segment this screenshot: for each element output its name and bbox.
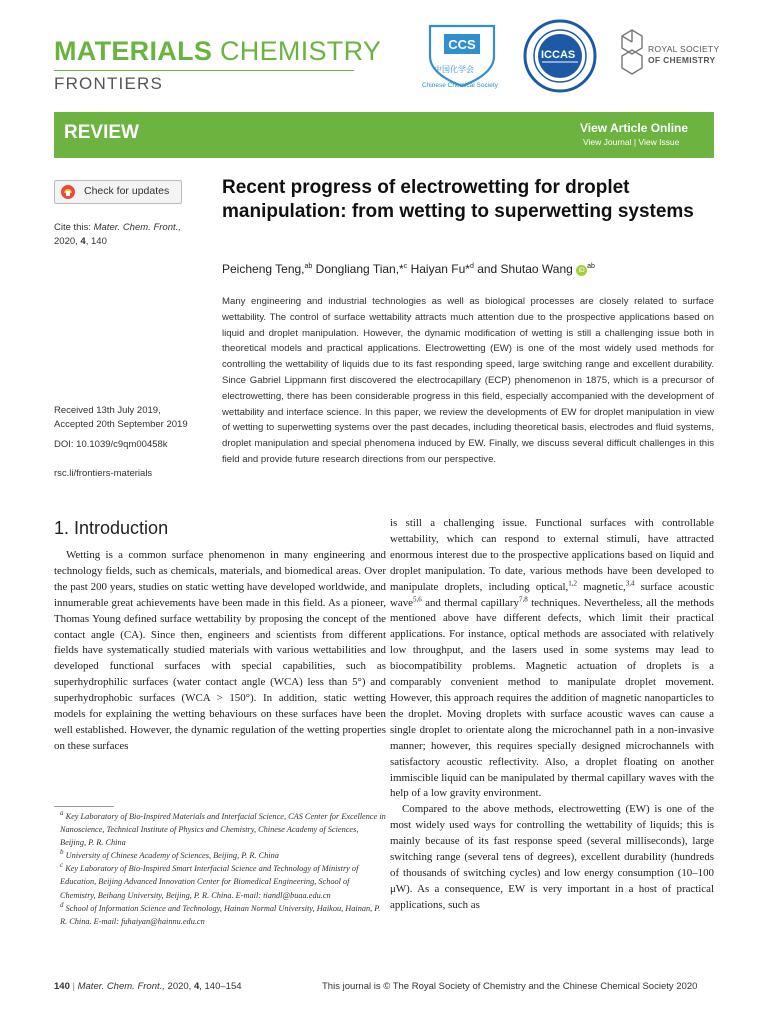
page-footer-left [54, 981, 242, 992]
reference-link[interactable]: 7,8 [518, 594, 528, 603]
footnote [54, 862, 386, 901]
author-name: and Shutao Wang [477, 262, 573, 276]
author-name: Haiyan Fu* [410, 262, 470, 276]
page-number: 140 [54, 981, 70, 992]
footer-separator: | [72, 981, 75, 992]
journal-title-rule [54, 70, 354, 71]
author-affiliation: c [403, 263, 408, 270]
footnote-mark: a [60, 809, 64, 818]
footnote-mark: c [60, 861, 64, 870]
view-journal-issue-links[interactable]: View Journal | View Issue [583, 137, 680, 147]
journal-name-bold: MATERIALS [54, 36, 213, 66]
affiliation-footnotes [54, 810, 386, 928]
check-updates-icon [60, 184, 76, 205]
footnote-text: Key Laboratory of Bio-Inspired Smart Interfacial Science and Technology of Ministry of Education, Beijing Advanced Innovation Center for Biomedical Engineering, School of Chemistry, Beihang University, Beijing, P. R. China. E-mail: tiandl@buaa.edu.cn [60, 864, 359, 900]
footnote-mark: b [60, 848, 64, 857]
reference-link[interactable]: 5,6 [412, 594, 422, 603]
journal-name-light: CHEMISTRY [220, 36, 382, 66]
footnote [54, 902, 386, 928]
footnote-text: University of Chinese Academy of Sciences, Beijing, P. R. China [65, 851, 279, 861]
article-title: Recent progress of electrowetting for droplet manipulation: from wetting to superwetting systems [222, 177, 694, 222]
footer-journal: Mater. Chem. Front., [77, 981, 165, 992]
view-article-online-link[interactable]: View Article Online [580, 121, 689, 135]
reference-link[interactable]: 1,2 [568, 579, 577, 587]
body-paragraph: Compared to the above methods, electrowetting (EW) is one of the most widely used ways for controlling the wettability of liquids; this is mainly because of its fast response speed (several milliseconds), large switching range (several tens of degrees), excellent durability (hundreds of thousands of switching cycles) and low energy consumption (10–100 μW). As a consequence, EW is very important in a host of practical applications, such as [390, 803, 714, 911]
journal-title [54, 36, 381, 67]
body-column-right [390, 516, 714, 914]
footnote [54, 810, 386, 849]
footer-volume: 4 [193, 981, 200, 992]
body-paragraph [390, 516, 714, 802]
abstract: Many engineering and industrial technologies as well as biological processes are closely related to surface wettability. The control of surface wettability attracts much attention due to the prospective applications based on liquid and droplet manipulation. However, the dynamic modification of wetting is still a challenging issue both in theoretical models and practical applications. Electrowetting (EW) is one of the most widely used methods for controlling the wettability of liquids due to its fast responding speed, large switching range and excellent durability. Since Gabriel Lippmann first discovered the electrocapillary (ECP) phenomenon in 1875, which is a precursor of electrowetting, there has been considerable progress in this field, especially accompanied with the development of wettability and interface science. In this paper, we review the developments of EW for droplet manipulation in view of wetting to superwetting systems over the past decades, including theoretical basis, electrodes and fluid systems, droplet manipulation and special phenomena induced by EW. Finally, we discuss several difficult challenges in this field and provide future research directions from our perspective. [222, 296, 714, 465]
accepted-date: Accepted 20th September 2019 [54, 418, 188, 430]
footnote-rule [54, 806, 114, 807]
text-run: surface acoustic wave [390, 580, 714, 609]
check-for-updates-label: Check for updates [84, 185, 170, 197]
orcid-icon[interactable]: iD [576, 265, 587, 276]
cite-year: 2020, [54, 236, 81, 247]
footnote-text: Key Laboratory of Bio-Inspired Materials and Interfacial Science, CAS Center for Excellence in Nanoscience, Technical Institute of Physics and Chemistry, Chinese Academy of Sciences, Beijing, P. R. China [60, 812, 386, 848]
author-affiliation: ab [304, 263, 313, 270]
footnote-text: School of Information Science and Technology, Hainan Normal University, Haikou, Hainan, P. R. China. E-mail: fuhaiyan@hainnu.edu.cn [60, 903, 381, 926]
article-type-label: REVIEW [64, 122, 139, 143]
cite-journal: Mater. Chem. Front., [93, 222, 181, 233]
author-affiliation: ab [587, 263, 595, 270]
footer-pages: , 140–154 [199, 981, 242, 992]
doi-link[interactable]: DOI: 10.1039/c9qm00458k [54, 439, 168, 450]
rsc-line2: OF CHEMISTRY [648, 55, 716, 65]
rsc-line1: ROYAL SOCIETY [648, 44, 720, 54]
reference-link[interactable]: 3,4 [625, 579, 635, 587]
section-heading: 1. Introduction [54, 518, 169, 538]
author-list [222, 262, 595, 276]
ccs-caption: 中国化学会 [434, 65, 474, 74]
copyright-notice: This journal is © The Royal Society of Chemistry and the Chinese Chemical Society 2020 [322, 981, 698, 992]
received-date: Received 13th July 2019, [54, 405, 161, 416]
ccs-caption-en: Chinese Chemical Society [422, 82, 498, 89]
journal-url-link[interactable]: rsc.li/frontiers-materials [54, 468, 153, 479]
author-affiliation: d [469, 263, 474, 270]
author-name: Peicheng Teng, [222, 262, 305, 276]
text-run: magnetic, [576, 580, 626, 593]
author-name: Dongliang Tian,* [315, 262, 404, 276]
text-run: and thermal capillary [421, 596, 519, 609]
citation-info [54, 221, 204, 249]
svg-text:CCS: CCS [448, 37, 476, 52]
text-run: techniques. Nevertheless, all the methods mentioned above have different defects, which limit their practical applications. For instance, optical methods are associated with relatively low throughput, and the lasers used in some systems may lead to biocompatibility problems. Magnetic actuation of droplets is a comparably convenient method to manipulate droplet movement. However, this approach requires the addition of magnetic nanoparticles to the droplet. Moving droplets with surface acoustic waves can cause a single droplet to orientate along the microchannel path in a non-invasive manner; however, this requires specially designed microchannels with satisfactory acoustic reflectivity. Also, a droplet floating on another immiscible liquid can be manipulated by thermal capillary waves with the help of a low gravity environment. [390, 596, 714, 800]
iccas-text: ICCAS [541, 49, 576, 61]
footnote-mark: d [60, 900, 64, 909]
received-dates [54, 404, 188, 431]
cite-prefix: Cite this: [54, 222, 94, 233]
cite-volume: 4 [80, 236, 86, 247]
rsc-logo [618, 28, 718, 80]
footnote [54, 849, 386, 862]
article-type-band [54, 112, 714, 158]
body-paragraph: Wetting is a common surface phenomenon in many engineering and technology fields, such as chemicals, materials, and biomedical areas. Over the past 200 years, studies on static wetting have developed worldwide, and innumerable great achievements have been made in this field. As a pioneer, Thomas Young defined surface wettability by proposing the concept of the contact angle (CA). Since then, engineers and scientists from different fields have systematically studied materials with various wettabilities and developed functional surfaces with special capabilities, such as superhydrophilic surfaces (water contact angle (WCA) less than 5°) and superhydrophobic surfaces (WCA > 150°). In addition, static wetting models for explaining the wetting behaviours on these surfaces have been well established. However, the dynamic regulation of the wetting properties on these surfaces [54, 549, 386, 752]
text-run: is still a challenging issue. Functional surfaces with controllable wettability, which can respond to external stimuli, have attracted enormous interest due to the prospective applications based on liquid and droplet manipulation. To date, various methods have been developed to manipulate droplets, including optical, [390, 517, 714, 593]
cite-page: , 140 [85, 236, 107, 247]
footer-year: 2020, [167, 981, 192, 992]
body-column-left [54, 548, 386, 755]
journal-subtitle: FRONTIERS [54, 74, 164, 93]
